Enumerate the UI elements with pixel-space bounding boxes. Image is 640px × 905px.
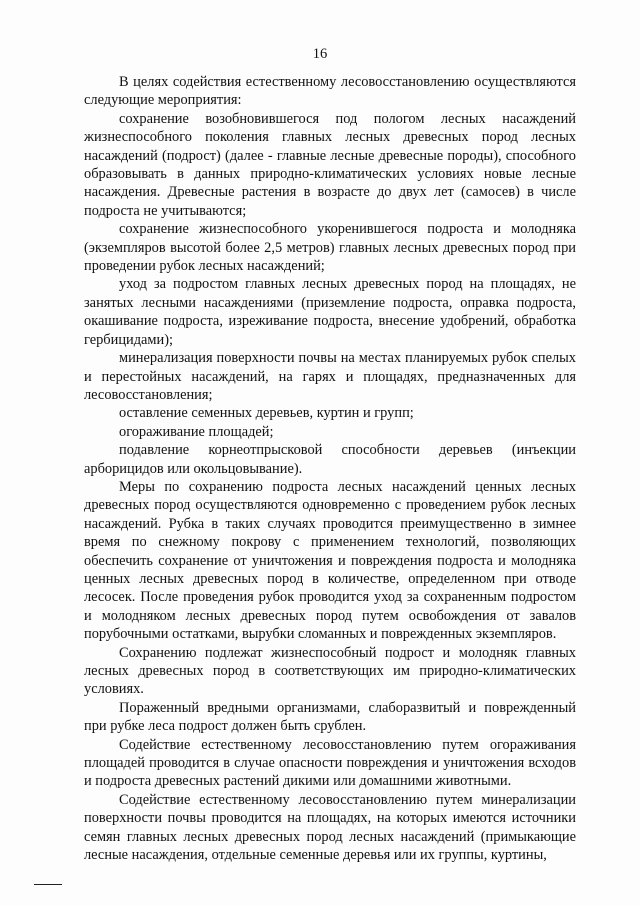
- paragraph-item-preserve-young-growth: сохранение жизнеспособного укоренившегося подроста и молодняка (экземпляров высотой более 2,5 метров) главных лесных древесных пород при проведении рубок лесных насаждений;: [84, 221, 576, 275]
- paragraph-item-suppression: подавление корнеотпрысковой способности деревьев (инъекции арборицидов или окольцовывание).: [84, 442, 576, 477]
- paragraph-preservation-measures: Меры по сохранению подроста лесных насаждений ценных лесных древесных пород осуществляются одновременно с проведением рубок лесных насаждений. Рубка в таких случаях проводится преимущественно в зимнее время по снежному покрову с применением технологий, позволяющих обеспечить сохранение от уничтожения и повреждения подроста и молодняка ценных лесных древесных пород в количестве, определенном при отводе лесосек. После проведения рубок проводится уход за сохраненным подростом и молодняком лесных древесных пород путем освобождения от завалов порубочными остатками, вырубки сломанных и поврежденных экземпляров.: [84, 478, 576, 643]
- paragraph-item-preserve-undergrowth: сохранение возобновившегося под пологом лесных насаждений жизнеспособного поколения главных лесных древесных пород лесных насаждений (подрост) (далее - главные лесные древесные породы), способного образовывать в данных природно-климатических условиях новые лесные насаждения. Древесные растения в возрасте до двух лет (самосев) в числе подроста не учитываются;: [84, 110, 576, 219]
- paragraph-viable-undergrowth: Сохранению подлежат жизнеспособный подрост и молодняк главных лесных древесных пород в соответствующих им природно-климатических условиях.: [84, 644, 576, 698]
- paragraph-item-soil-mineralization: минерализация поверхности почвы на местах планируемых рубок спелых и перестойных насаждений, на гарях и площадях, предназначенных для лесовосстановления;: [84, 350, 576, 403]
- paragraph-item-undergrowth-care: уход за подростом главных лесных древесных пород на площадях, не занятых лесными насаждениями (приземление подроста, оправка подроста, окашивание подроста, изреживание подроста, внесение удобрений, обработка гербицидами);: [84, 276, 576, 348]
- paragraph-item-fencing: огораживание площадей;: [119, 423, 274, 440]
- paragraph-intro: В целях содействия естественному лесовосстановлению осуществляются следующие мероприятия:: [84, 74, 576, 109]
- paragraph-fencing-assistance: Содействие естественному лесовосстановлению путем огораживания площадей проводится в случае опасности повреждения и уничтожения всходов и подроста древесных растений дикими или домашними животными.: [84, 736, 576, 790]
- paragraph-mineralization-assistance: Содействие естественному лесовосстановлению путем минерализации поверхности почвы проводится на площадях, на которых имеются источники семян главных лесных древесных пород лесных насаждений (примыкающие лесные насаждения, отдельные семенные деревья или их группы, куртины,: [84, 791, 576, 864]
- page-number: 16: [312, 46, 328, 62]
- paragraph-item-seed-trees: оставление семенных деревьев, куртин и групп;: [119, 405, 414, 422]
- document-body: [84, 73, 576, 864]
- footnote-separator: [34, 884, 62, 885]
- paragraph-damaged-undergrowth: Пораженный вредными организмами, слаборазвитый и поврежденный при рубке леса подрост должен быть срублен.: [84, 699, 576, 735]
